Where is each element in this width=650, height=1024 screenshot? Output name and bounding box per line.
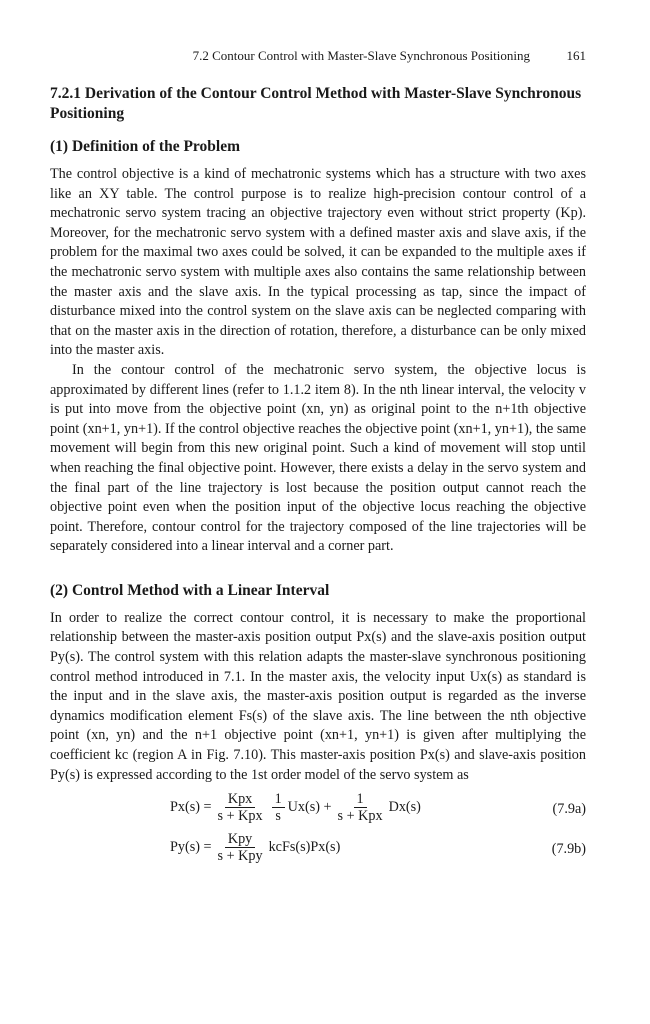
fraction bbox=[215, 791, 266, 824]
eq-lhs: Px(s) = bbox=[170, 799, 212, 816]
denominator: s + Kpx bbox=[337, 808, 383, 825]
fraction bbox=[335, 791, 386, 824]
numerator: Kpx bbox=[225, 791, 255, 808]
equation-number: (7.9a) bbox=[552, 801, 586, 818]
eq-term: Ux(s) + bbox=[287, 799, 332, 816]
equation-7-9b bbox=[50, 829, 586, 869]
numerator: 1 bbox=[354, 791, 367, 808]
numerator: 1 bbox=[272, 791, 285, 808]
subsection-heading-linear-interval: (2) Control Method with a Linear Interval bbox=[50, 581, 330, 599]
page-number: 161 bbox=[566, 48, 586, 63]
paragraph-linear-interval: In order to realize the correct contour control, it is necessary to make the proportional relationship between the master-axis position output Px(s) and the slave-axis position output Py(s). The control system with this relation adapts the master-slave synchronous positioning control method introduced in 7.1. In the master axis, the velocity input Ux(s) as standard is the input and in the slave axis, the master-axis position output is regarded as the inverse dynamics modification element Fs(s) of the slave axis. The line between the nth objective point (xn, yn) and the n+1 objective point (xn+1, yn+1) is given after multiplying the coefficient kc (region A in Fig. 7.10). This master-axis position Px(s) and slave-axis position Py(s) is expressed according to the 1st order model of the servo system as bbox=[50, 609, 586, 783]
equation-7-9a bbox=[50, 789, 586, 829]
fraction bbox=[215, 831, 266, 864]
paragraph-definition-2: In the contour control of the mechatronic servo system, the objective locus is approximated by different lines (refer to 1.1.2 item 8). In the nth linear interval, the velocity v is put into move from the objective point (xn, yn) as original point to the n+1th objective point (xn+1, yn+1). If the control objective reaches the objective point (xn+1, yn+1), the same movement will begin from this new original point. Such a kind of movement will stop until when reaching the final objective point. However, there exists a delay in the servo system and the final part of the line trajectory is lost because the position output cannot reach the objective point even when the position input of the objective locus reaching the objective point. Therefore, contour control for the trajectory composed of the line trajectories will be separately considered into a linear interval and a corner part. bbox=[50, 361, 586, 555]
running-header bbox=[50, 44, 586, 64]
denominator: s + Kpx bbox=[217, 808, 263, 825]
fraction bbox=[272, 791, 285, 824]
denominator: s + Kpy bbox=[217, 848, 263, 865]
page bbox=[50, 44, 586, 869]
eq-lhs: Py(s) = bbox=[170, 839, 212, 856]
denominator: s bbox=[275, 808, 281, 825]
paragraph-definition-1: The control objective is a kind of mechatronic systems which has a structure with two axes like an XY table. The control purpose is to realize high-precision contour control of a mechatronic servo system tracing an objective trajectory even without strict property (Kp). Moreover, for the mechatronic servo system with a defined master axis and slave axis, if the problem for the maximal two axes could be solved, it can be expanded to the multiple axes if the mechatronic servo system with multiple axes also contains the same relationship between the master axis and the slave axis. In the typical processing as tap, since the impact of disturbance mixed into the control system on the slave axis can be neglected comparing with that on the master axis in the direction of rotation, therefore, a disturbance can be only mixed into the master axis. bbox=[50, 166, 586, 359]
eq-term: Dx(s) bbox=[388, 799, 421, 816]
section-heading: 7.2.1 Derivation of the Contour Control Method with Master-Slave Synchronous Positioning bbox=[50, 85, 582, 122]
subsection-heading-definition: (1) Definition of the Problem bbox=[50, 138, 240, 155]
eq-term: kcFs(s)Px(s) bbox=[268, 839, 341, 856]
numerator: Kpy bbox=[225, 831, 255, 848]
equation-number: (7.9b) bbox=[551, 841, 586, 858]
running-title: 7.2 Contour Control with Master-Slave Synchronous Positioning bbox=[192, 48, 530, 63]
